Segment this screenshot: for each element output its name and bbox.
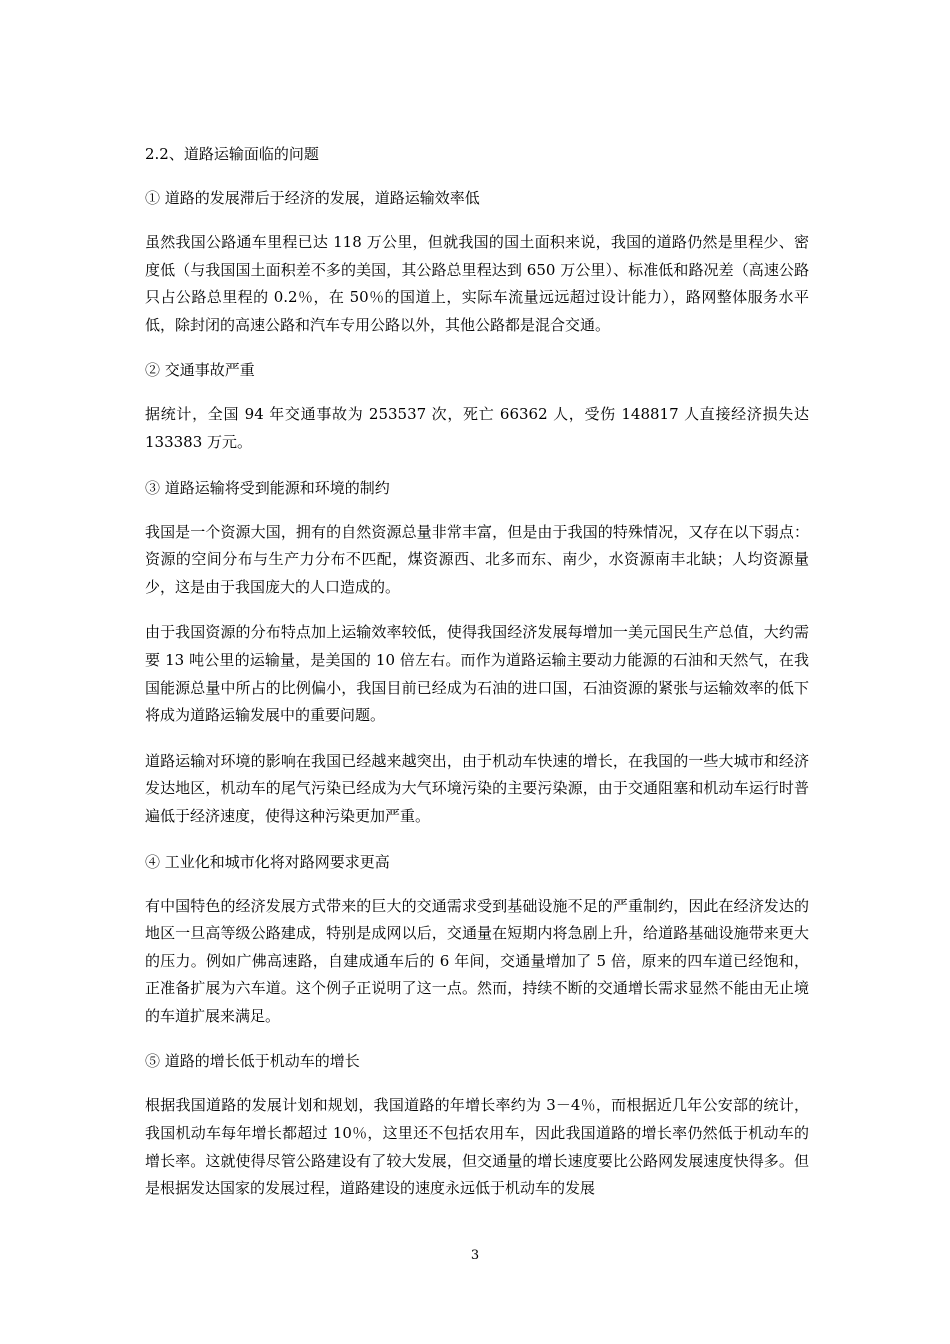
paragraph-7: 根据我国道路的发展计划和规划，我国道路的年增长率约为 3－4％，而根据近几年公安部的统计，我国机动车每年增长都超过 10％，这里还不包括农用车，因此我国道路的增长率仍然低于机动车的增长率。这就使得尽管公路建设有了较大发展，但交通量的增长速度要比公路网发展速度快得多。但是根据发达国家的发展过程，道路建设的速度永远低于机动车的发展 xyxy=(145,1096,809,1198)
page-number: 3 xyxy=(470,1248,480,1263)
paragraph-2: 据统计，全国 94 年交通事故为 253537 次，死亡 66362 人，受伤 148817 人直接经济损失达 133383 万元。 xyxy=(145,405,809,451)
subheading-5: ⑤ 道路的增长低于机动车的增长 xyxy=(145,1052,360,1071)
paragraph-3: 我国是一个资源大国，拥有的自然资源总量非常丰富，但是由于我国的特殊情况，又存在以下弱点：资源的空间分布与生产力分布不匹配，煤资源西、北多而东、南少，水资源南丰北缺；人均资源量少，这是由于我国庞大的人口造成的。 xyxy=(145,522,809,596)
subheading-1: ① 道路的发展滞后于经济的发展，道路运输效率低 xyxy=(145,189,480,207)
paragraph-4: 由于我国资源的分布特点加上运输效率较低，使得我国经济发展每增加一美元国民生产总值，大约需要 13 吨公里的运输量，是美国的 10 倍左右。而作为道路运输主要动力能源的石油和天然气，在我国能源总量中所占的比例偏小，我国目前已经成为石油的进口国，石油资源的紧张与运输效率的低下将成为道路运输发展中的重要问题。 xyxy=(145,623,809,725)
document-page xyxy=(145,141,809,1221)
paragraph-1: 虽然我国公路通车里程已达 118 万公里，但就我国的国土面积来说，我国的道路仍然是里程少、密度低（与我国国土面积差不多的美国，其公路总里程达到 650 万公里）、标准低和路况差（高速公路只占公路总里程的 0.2％，在 50％的国道上，实际车流量远远超过设计能力），路网整体服务水平低，除封闭的高速公路和汽车专用公路以外，其他公路都是混合交通。 xyxy=(145,233,809,334)
section-title: 2.2、道路运输面临的问题 xyxy=(145,145,319,163)
subheading-3: ③ 道路运输将受到能源和环境的制约 xyxy=(145,478,390,497)
paragraph-5: 道路运输对环境的影响在我国已经越来越突出，由于机动车快速的增长，在我国的一些大城市和经济发达地区，机动车的尾气污染已经成为大气环境污染的主要污染源，由于交通阻塞和机动车运行时普遍低于经济速度，使得这种污染更加严重。 xyxy=(145,751,809,825)
subheading-2: ② 交通事故严重 xyxy=(145,361,255,380)
paragraph-6: 有中国特色的经济发展方式带来的巨大的交通需求受到基础设施不足的严重制约，因此在经济发达的地区一旦高等级公路建成，特别是成网以后，交通量在短期内将急剧上升，给道路基础设施带来更大的压力。例如广佛高速路，自建成通车后的 6 年间，交通量增加了 5 倍，原来的四车道已经饱和，正准备扩展为六车道。这个例子正说明了这一点。然而，持续不断的交通增长需求显然不能由无止境的车道扩展来满足。 xyxy=(145,896,809,1025)
subheading-4: ④ 工业化和城市化将对路网要求更高 xyxy=(145,852,390,871)
